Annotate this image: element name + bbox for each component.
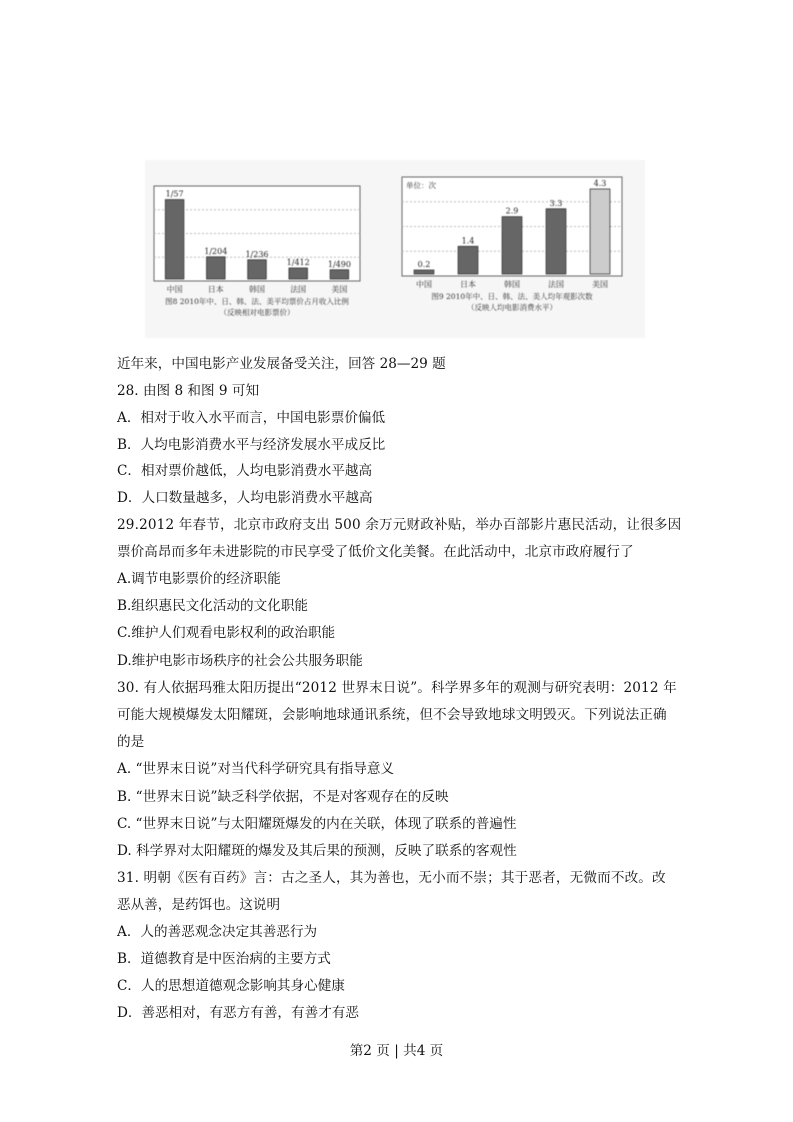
data-label: 1.4: [461, 236, 475, 246]
tick-label: 法国: [290, 285, 307, 294]
tick-label: 中国: [416, 280, 432, 289]
figure-charts: [145, 160, 645, 338]
text-line: B．道德教育是中医治病的主要方式: [117, 951, 331, 967]
text-line: D．人口数量越多，人均电影消费水平越高: [117, 490, 373, 506]
tick-label: 法国: [548, 280, 564, 289]
chart-subtitle: （反映相对电影票价）: [219, 308, 295, 317]
text-line: A．人的善恶观念决定其善恶行为: [117, 924, 318, 940]
text-line: A. “世界末日说”对当代科学研究具有指导意义: [117, 761, 395, 777]
bar-0: [165, 200, 184, 279]
data-label: 1/204: [204, 246, 228, 256]
chart-title: 图9 2010年中、日、韩、法、美人均年观影次数: [431, 292, 593, 301]
text-line: 29.2012 年春节，北京市政府支出 500 余万元财政补贴，举办百部影片惠民活动，让很多因: [117, 517, 682, 533]
text-line: 近年来，中国电影产业发展备受关注，回答 28—29 题: [117, 356, 446, 372]
data-label: 2.9: [505, 206, 519, 216]
data-label: 4.3: [593, 179, 607, 188]
text-line: 30. 有人依据玛雅太阳历提出“2012 世界末日说”。科学界多年的观测与研究表明：2012 年: [117, 680, 677, 696]
data-label: 1/412: [286, 257, 310, 267]
bar-2: [502, 217, 522, 274]
charts-svg: [145, 160, 645, 338]
text-line: B.组织惠民文化活动的文化职能: [117, 598, 309, 614]
data-label: 1/236: [245, 249, 269, 259]
text-line: 恶从善，是药饵也。这说明: [117, 897, 281, 913]
data-label: 1/57: [165, 189, 184, 199]
text-line: D. 科学界对太阳耀斑的爆发及其后果的预测，反映了联系的客观性: [117, 843, 517, 859]
text-line: B．人均电影消费水平与经济发展水平成反比: [117, 437, 386, 453]
bar-2: [248, 260, 267, 279]
tick-label: 韩国: [249, 285, 265, 294]
bar-1: [458, 246, 478, 274]
text-line: A．相对于收入水平而言，中国电影票价偏低: [117, 410, 386, 426]
tick-label: 韩国: [504, 280, 520, 289]
text-line: D.维护电影市场秩序的社会公共服务职能: [117, 653, 363, 669]
unit-label: 单位：次: [406, 181, 436, 190]
data-label: 0.2: [417, 260, 431, 270]
bar-4: [330, 270, 349, 279]
tick-label: 美国: [592, 280, 608, 289]
text-line: B. “世界末日说”缺乏科学依据，不是对客观存在的反映: [117, 789, 449, 805]
tick-label: 日本: [460, 280, 476, 289]
text-line: A.调节电影票价的经济职能: [117, 571, 281, 587]
bar-1: [207, 257, 226, 279]
text-line: C．人的思想道德观念影响其身心健康: [117, 978, 345, 994]
data-label: 3.3: [549, 198, 563, 208]
text-line: C．相对票价越低，人均电影消费水平越高: [117, 463, 373, 479]
chart-subtitle: （反映人均电影消费水平）: [467, 303, 557, 312]
text-line: 的是: [117, 734, 145, 750]
bar-3: [289, 268, 308, 279]
text-line: D．善恶相对，有恶方有善，有善才有恶: [117, 1005, 359, 1021]
bar-3: [546, 209, 566, 274]
data-label: 1/490: [327, 259, 351, 269]
bar-4: [590, 189, 610, 274]
text-line: 28. 由图 8 和图 9 可知: [117, 383, 260, 399]
text-line: 可能大规模爆发太阳耀斑，会影响地球通讯系统，但不会导致地球文明毁灭。下列说法正确: [117, 707, 667, 723]
text-line: 票价高昂而多年未进影院的市民享受了低价文化美餐。在此活动中，北京市政府履行了: [117, 544, 634, 560]
text-line: C. “世界末日说”与太阳耀斑爆发的内在关联，体现了联系的普遍性: [117, 816, 517, 832]
tick-label: 中国: [166, 285, 183, 294]
text-line: C.维护人们观看电影权利的政治职能: [117, 625, 336, 641]
tick-label: 美国: [331, 285, 348, 294]
text-line: 31. 明朝《医有百药》言：古之圣人，其为善也，无小而不崇；其于恶者，无微而不改。改: [117, 870, 666, 886]
bar-0: [414, 270, 434, 274]
chart-title: 图8 2010年中、日、韩、法、美平均票价占月收入比例: [165, 297, 349, 306]
page-footer: 第2 页 | 共4 页: [349, 1043, 444, 1059]
tick-label: 日本: [207, 285, 224, 294]
